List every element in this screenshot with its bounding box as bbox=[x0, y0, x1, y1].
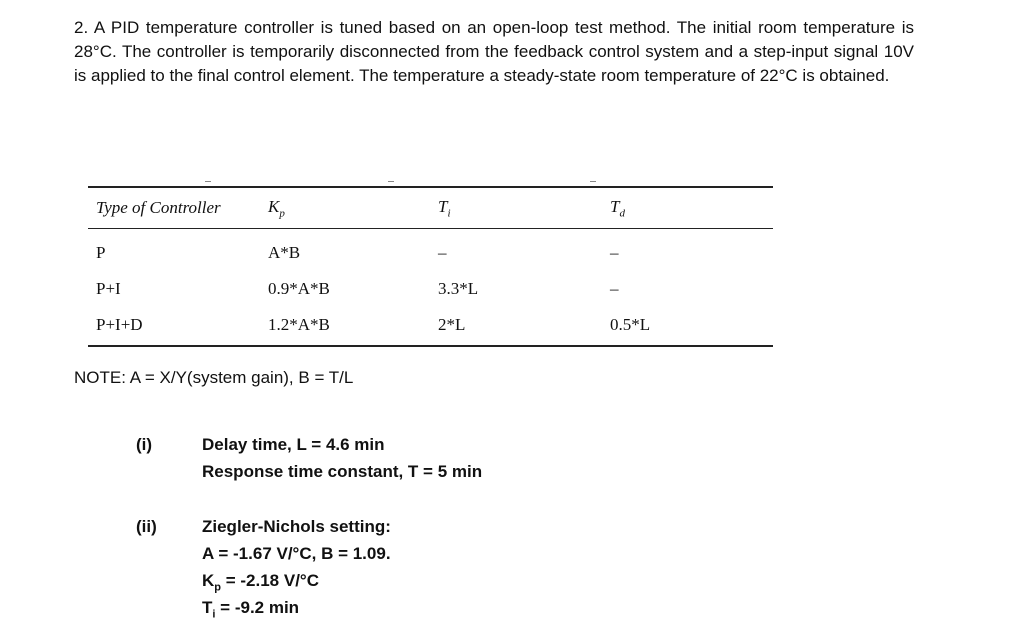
question-text-block bbox=[74, 16, 914, 88]
header-ti bbox=[438, 187, 610, 229]
cell-td: – bbox=[610, 243, 619, 262]
item-line-kp bbox=[202, 567, 702, 594]
item-line-delay-time: Delay time, L = 4.6 min bbox=[202, 435, 385, 454]
controller-settings-table bbox=[88, 186, 773, 347]
kp-value: = -2.18 V/°C bbox=[221, 571, 319, 590]
item-line-response-time: Response time constant, T = 5 min bbox=[202, 462, 483, 481]
cell-kp: 0.9*A*B bbox=[268, 279, 330, 298]
item-line-ziegler-nichols: Ziegler-Nichols setting: bbox=[202, 517, 391, 536]
question-paragraph: 2. A PID temperature controller is tuned based on an open-loop test method. The initial room temperature is 28°C. The controller is temporarily disconnected from the feedback control system and a step-input signal 10V is applied to the final control element. The temperature a steady-state room temperature of 22°C is obtained. bbox=[74, 18, 914, 85]
header-td bbox=[610, 187, 773, 229]
kp-symbol: K bbox=[202, 571, 215, 590]
item-lines bbox=[202, 513, 702, 621]
item-lines bbox=[202, 431, 702, 485]
cell-type: P bbox=[96, 243, 106, 262]
ti-subscript: i bbox=[212, 608, 216, 621]
item-number: (ii) bbox=[136, 517, 157, 536]
table-header-row bbox=[88, 187, 773, 229]
item-line-ti bbox=[202, 594, 702, 621]
header-kp-subscript: p bbox=[279, 207, 285, 220]
cell-ti: 3.3*L bbox=[438, 279, 479, 298]
header-type-of-controller: Type of Controller bbox=[88, 187, 268, 229]
item-number: (i) bbox=[136, 435, 153, 454]
kp-subscript: p bbox=[214, 581, 222, 594]
header-td-subscript: d bbox=[619, 207, 625, 220]
table-row bbox=[88, 271, 773, 307]
cell-kp: A*B bbox=[268, 243, 301, 262]
table-tick-mark bbox=[590, 181, 596, 182]
header-kp-symbol: K bbox=[268, 196, 280, 216]
header-td-symbol: T bbox=[610, 196, 620, 216]
item-line-a-b-values: A = -1.67 V/°C, B = 1.09. bbox=[202, 544, 391, 563]
cell-kp: 1.2*A*B bbox=[268, 307, 438, 346]
header-kp bbox=[268, 187, 438, 229]
header-ti-subscript: i bbox=[447, 207, 451, 220]
table-row bbox=[88, 307, 773, 346]
note-text: NOTE: A = X/Y(system gain), B = T/L bbox=[74, 368, 354, 387]
ti-symbol: T bbox=[202, 598, 213, 617]
ti-value: = -9.2 min bbox=[215, 598, 300, 617]
cell-ti: 2*L bbox=[438, 307, 610, 346]
cell-type: P+I bbox=[96, 279, 121, 298]
cell-td: – bbox=[610, 279, 619, 298]
table-tick-mark bbox=[388, 181, 394, 182]
controller-table-wrapper bbox=[88, 186, 773, 347]
header-ti-symbol: T bbox=[438, 196, 448, 216]
table-row bbox=[88, 229, 773, 272]
table-tick-mark bbox=[205, 181, 211, 182]
cell-type: P+I+D bbox=[88, 307, 268, 346]
cell-td: 0.5*L bbox=[610, 307, 773, 346]
cell-ti: – bbox=[438, 243, 447, 262]
